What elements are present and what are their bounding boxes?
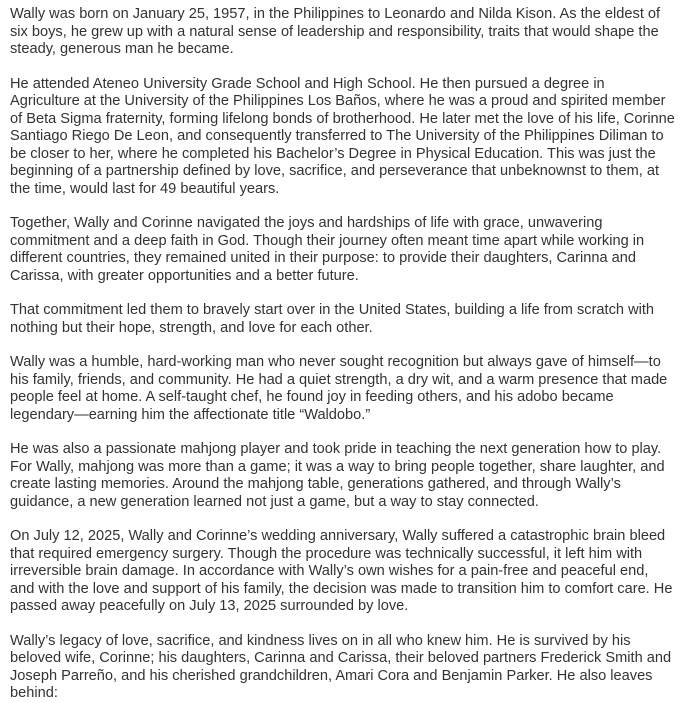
paragraph-early-life: Wally was born on January 25, 1957, in the Philippines to Leonardo and Nilda Kison. As the eldest of six boys, he grew up with a natural sense of leadership and responsibility, traits that would shape the steady, generous man he became. <box>10 6 661 57</box>
paragraph-passing: On July 12, 2025, Wally and Corinne’s wedding anniversary, Wally suffered a catastrophic brain bleed that required emergency surgery. Though the procedure was technically successful, it left him with irreversible brain damage. In accordance with Wally’s own wishes for a pain-free and peaceful end, and with the love and support of his family, the decision was made to transition him to comfort care. He passed away peacefully on July 13, 2025 surrounded by love. <box>10 528 673 614</box>
paragraph-united-states: That commitment led them to bravely start over in the United States, building a life from scratch with nothing but their hope, strength, and love for each other. <box>10 302 655 336</box>
paragraph-partnership: Together, Wally and Corinne navigated the joys and hardships of life with grace, unwavering commitment and a deep faith in God. Though their journey often meant time apart while working in different countries, they remained united in their purpose: to provide their daughters, Carinna and Carissa, with greater opportunities and a better future. <box>10 215 645 284</box>
paragraph-education: He attended Ateneo University Grade School and High School. He then pursued a degree in Agriculture at the University of the Philippines Los Baños, where he was a proud and spirited member of Beta Sigma fraternity, forming lifelong bonds of brotherhood. He later met the love of his life, Corinne Santiago Riego De Leon, and consequently transferred to The University of the Philippines Diliman to be closer to her, where he completed his Bachelor’s Degree in Physical Education. This was just the beginning of a partnership defined by love, sacrifice, and perseverance that unbeknownst to them, at the time, would last for 49 beautiful years. <box>10 75 675 197</box>
paragraph-legacy: Wally’s legacy of love, sacrifice, and kindness lives on in all who knew him. He is survived by his beloved wife, Corinne; his daughters, Carinna and Carissa, their beloved partners Frederick Smith and Joseph Parreño, and his cherished grandchildren, Amari Cora and Benjamin Parker. He also leaves behind: <box>10 632 672 701</box>
paragraph-character: Wally was a humble, hard-working man who never sought recognition but always gave of himself—to his family, friends, and community. He had a quiet strength, a dry wit, and a warm presence that made people feel at home. A self-taught chef, he found joy in feeding others, and his adobo became legendary—earning him the affectionate title “Waldobo.” <box>10 354 668 423</box>
paragraph-mahjong: He was also a passionate mahjong player and took pride in teaching the next generation how to play. For Wally, mahjong was more than a game; it was a way to bring people together, share laughter, and create lasting memories. Around the mahjong table, generations gathered, and through Wally’s guidance, a new generation learned not just a game, but a way to stay connected. <box>10 441 665 510</box>
